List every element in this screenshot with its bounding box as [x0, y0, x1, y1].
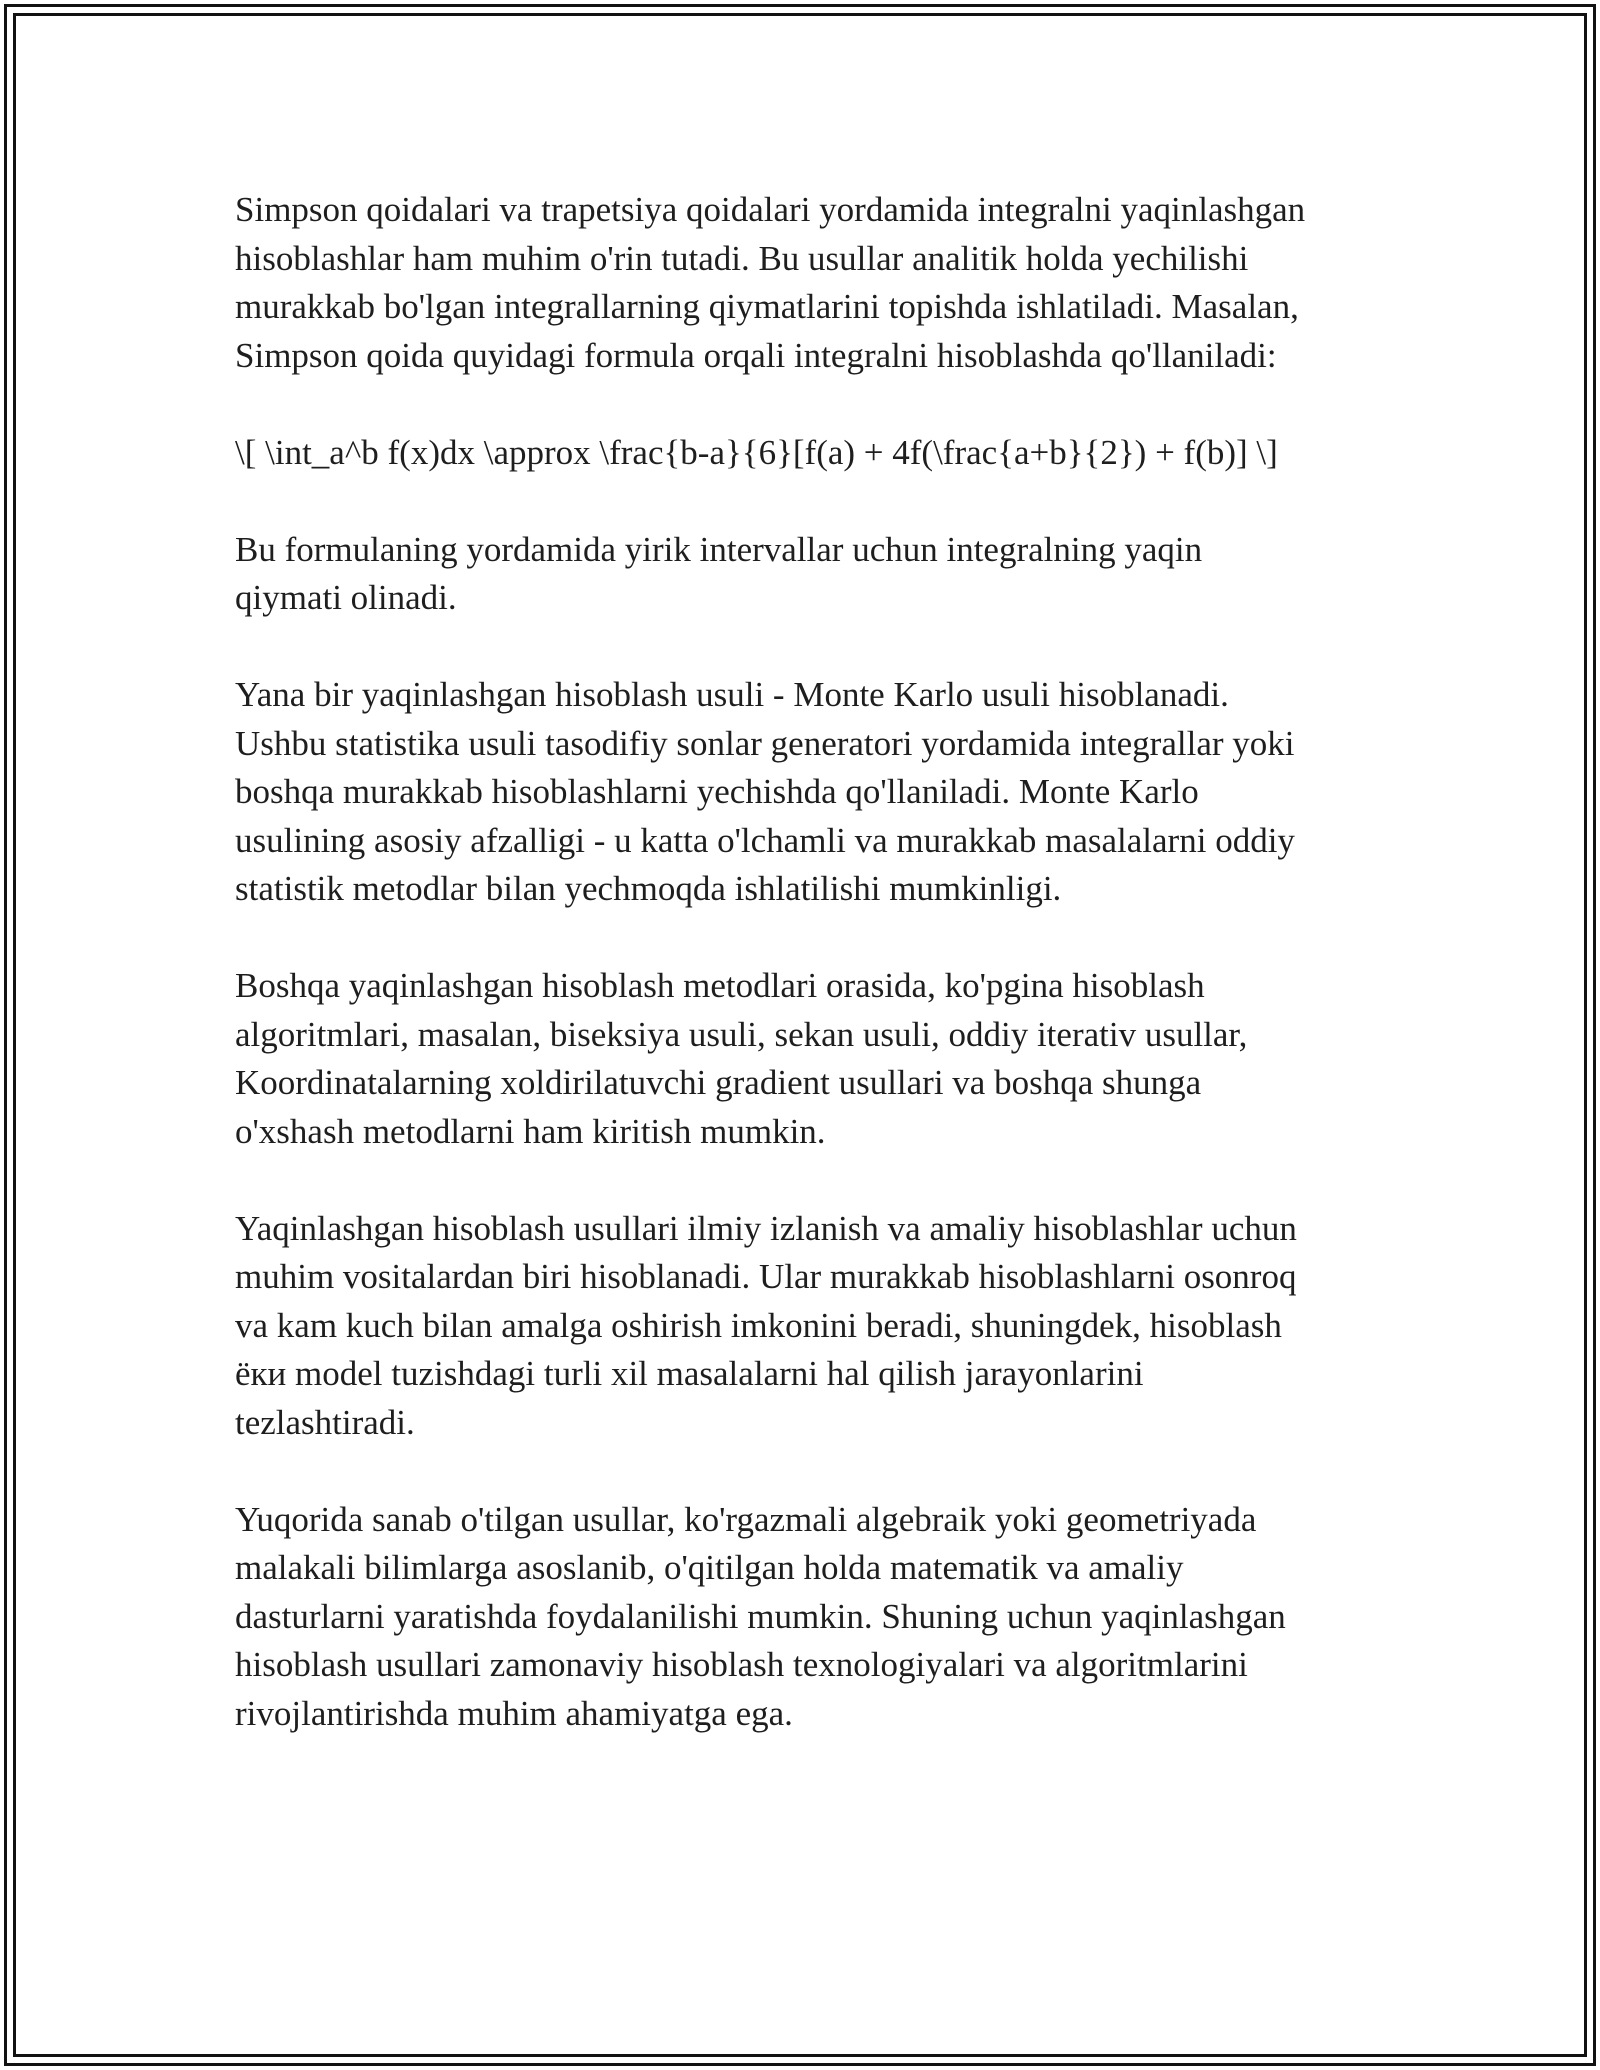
- paragraph-monte-carlo: Yana bir yaqinlashgan hisoblash usuli - Monte Karlo usuli hisoblanadi. Ushbu statistika usuli tasodifiy sonlar generatori yordamida integrallar yoki boshqa murakkab hisoblashlarni yechishda qo'llaniladi. Monte Karlo usulining asosiy afzalligi - u katta o'lchamli va murakkab masalalarni oddiy statistik metodlar bilan yechmoqda ishlatilishi mumkinligi.: [235, 675, 1295, 908]
- formula-simpson: \[ \int_a^b f(x)dx \approx \frac{b-a}{6}[f(a) + 4f(\frac{a+b}{2}) + f(b)] \]: [235, 432, 1278, 472]
- paragraph-other-methods: Boshqa yaqinlashgan hisoblash metodlari orasida, ko'pgina hisoblash algoritmlari, masalan, biseksiya usuli, sekan usuli, oddiy iterativ usullar, Koordinatalarning xoldirilatuvchi gradient usullari va boshqa shunga o'xshash metodlarni ham kiritish mumkin.: [235, 966, 1248, 1151]
- paragraph-importance: Yaqinlashgan hisoblash usullari ilmiy izlanish va amaliy hisoblashlar uchun muhim vositalardan biri hisoblanadi. Ular murakkab hisoblashlarni osonroq va kam kuch bilan amalga oshirish imkonini beradi, shuningdek, hisoblash ёки model tuzishdagi turli xil masalalarni hal qilish jarayonlarini tezlashtiradi.: [235, 1208, 1297, 1442]
- paragraph-formula-note: Bu formulaning yordamida yirik intervallar uchun integralning yaqin qiymati olinadi.: [235, 529, 1203, 617]
- document-body: [235, 186, 1375, 1787]
- paragraph-simpson-intro: Simpson qoidalari va trapetsiya qoidalari yordamida integralni yaqinlashgan hisoblashlar ham muhim o'rin tutadi. Bu usullar analitik holda yechilishi murakkab bo'lgan integrallarning qiymatlarini topishda ishlatiladi. Masalan, Simpson qoida quyidagi formula orqali integralni hisoblashda qo'llaniladi:: [235, 190, 1306, 375]
- paragraph-conclusion: Yuqorida sanab o'tilgan usullar, ko'rgazmali algebraik yoki geometriyada malakali bilimlarga asoslanib, o'qitilgan holda matematik va amaliy dasturlarni yaratishda foydalanilishi mumkin. Shuning uchun yaqinlashgan hisoblash usullari zamonaviy hisoblash texnologiyalari va algoritmlarini rivojlantirishda muhim ahamiyatga ega.: [235, 1499, 1286, 1733]
